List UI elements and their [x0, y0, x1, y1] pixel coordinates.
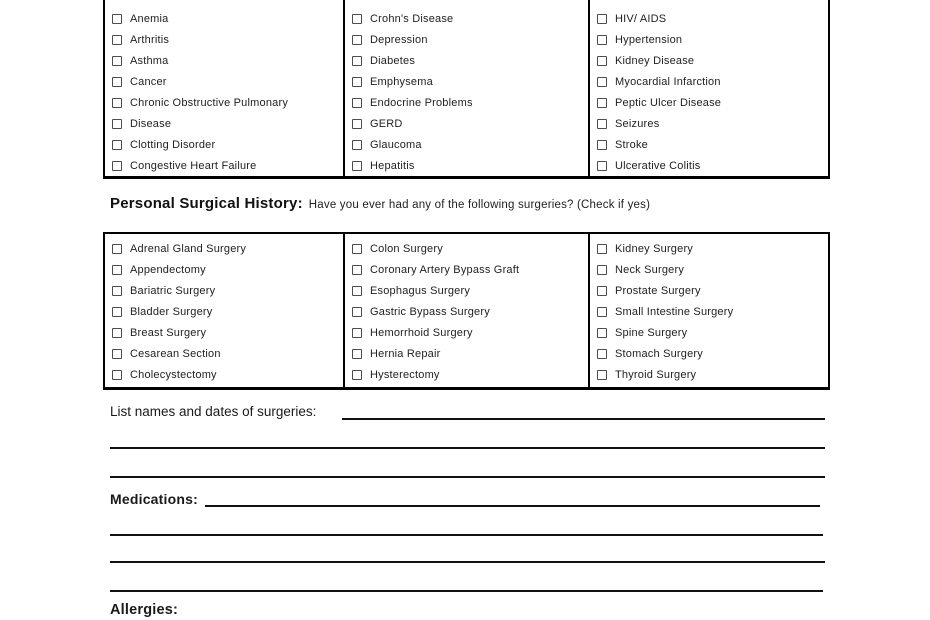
- checkbox-label: Stomach Surgery: [615, 347, 703, 360]
- checkbox[interactable]: [352, 98, 362, 108]
- checkbox-label: Gastric Bypass Surgery: [370, 305, 490, 318]
- surgical-history-column-2: [343, 234, 588, 387]
- checkbox[interactable]: [112, 265, 122, 275]
- checkbox-row: [590, 322, 828, 343]
- surgeries-input-line-2[interactable]: [110, 447, 825, 449]
- section-subtitle: Have you ever had any of the following surgeries? (Check if yes): [308, 199, 651, 211]
- checkbox-row: [105, 301, 343, 322]
- checkbox[interactable]: [597, 244, 607, 254]
- allergies-label: Allergies:: [110, 602, 179, 618]
- checkbox-label: Hysterectomy: [370, 368, 440, 381]
- checkbox-label: HIV/ AIDS: [615, 12, 667, 25]
- checkbox-row: [590, 343, 828, 364]
- checkbox[interactable]: [352, 77, 362, 87]
- checkbox-label: Kidney Disease: [615, 54, 695, 67]
- surgical-history-heading: [110, 195, 650, 213]
- checkbox[interactable]: [597, 161, 607, 171]
- checkbox-row: [345, 50, 588, 71]
- checkbox-row: [345, 364, 588, 385]
- checkbox[interactable]: [112, 119, 122, 129]
- checkbox[interactable]: [597, 140, 607, 150]
- checkbox[interactable]: [352, 161, 362, 171]
- checkbox[interactable]: [597, 286, 607, 296]
- checkbox-label: Peptic Ulcer Disease: [615, 96, 722, 109]
- checkbox-label: Appendectomy: [130, 263, 206, 276]
- surgeries-input-line-3[interactable]: [110, 476, 825, 478]
- checkbox-label: Hernia Repair: [370, 347, 441, 360]
- checkbox-row: [345, 71, 588, 92]
- checkbox-label: Seizures: [615, 117, 660, 130]
- checkbox-label: Colon Surgery: [370, 242, 443, 255]
- checkbox-row: [345, 8, 588, 29]
- checkbox[interactable]: [352, 14, 362, 24]
- medical-history-table: [103, 0, 830, 179]
- checkbox-label: Hepatitis: [370, 159, 415, 172]
- checkbox-row: [590, 155, 828, 176]
- checkbox-row: [590, 29, 828, 50]
- checkbox-label: Stroke: [615, 138, 648, 151]
- checkbox-row: [105, 71, 343, 92]
- checkbox-label: Cancer: [130, 75, 167, 88]
- checkbox-label: Chronic Obstructive Pulmonary: [130, 96, 289, 109]
- surgical-history-table: [103, 232, 830, 390]
- checkbox-label: Breast Surgery: [130, 326, 207, 339]
- checkbox[interactable]: [597, 14, 607, 24]
- section-title: Personal Surgical History:: [110, 195, 303, 212]
- checkbox-row: [590, 113, 828, 134]
- checkbox-label: Clotting Disorder: [130, 138, 216, 151]
- checkbox-row: [345, 92, 588, 113]
- checkbox-row: [345, 322, 588, 343]
- checkbox[interactable]: [112, 370, 122, 380]
- checkbox-label: Anemia: [130, 12, 169, 25]
- checkbox-label: Disease: [130, 117, 172, 130]
- checkbox-row: [590, 280, 828, 301]
- medications-input-line-2[interactable]: [110, 534, 823, 536]
- checkbox[interactable]: [112, 349, 122, 359]
- medications-input-line-3[interactable]: [110, 561, 825, 563]
- checkbox-label: Kidney Surgery: [615, 242, 694, 255]
- checkbox-label: Asthma: [130, 54, 169, 67]
- checkbox-label: Endocrine Problems: [370, 96, 473, 109]
- checkbox-label: Spine Surgery: [615, 326, 688, 339]
- checkbox-row: [590, 92, 828, 113]
- checkbox-label: Cholecystectomy: [130, 368, 217, 381]
- surgeries-list-label: List names and dates of surgeries:: [110, 404, 317, 419]
- checkbox-label: Diabetes: [370, 54, 416, 67]
- checkbox-row: [105, 238, 343, 259]
- checkbox-label: Esophagus Surgery: [370, 284, 471, 297]
- checkbox[interactable]: [112, 35, 122, 45]
- checkbox-row: [345, 343, 588, 364]
- checkbox[interactable]: [597, 307, 607, 317]
- medical-history-column-1: [105, 0, 343, 176]
- checkbox-row: [105, 134, 343, 155]
- checkbox-label: Prostate Surgery: [615, 284, 701, 297]
- checkbox[interactable]: [352, 119, 362, 129]
- checkbox-row: [590, 364, 828, 385]
- surgical-history-column-1: [105, 234, 343, 387]
- checkbox-label: Bladder Surgery: [130, 305, 213, 318]
- checkbox[interactable]: [597, 98, 607, 108]
- checkbox[interactable]: [112, 307, 122, 317]
- checkbox-row: [345, 259, 588, 280]
- checkbox-row: [590, 259, 828, 280]
- checkbox[interactable]: [597, 35, 607, 45]
- checkbox-label: Thyroid Surgery: [615, 368, 697, 381]
- checkbox[interactable]: [352, 35, 362, 45]
- checkbox[interactable]: [112, 286, 122, 296]
- checkbox-label: Adrenal Gland Surgery: [130, 242, 247, 255]
- checkbox[interactable]: [112, 244, 122, 254]
- checkbox-row: [105, 8, 343, 29]
- checkbox[interactable]: [112, 98, 122, 108]
- checkbox[interactable]: [352, 370, 362, 380]
- medical-history-column-3: [588, 0, 828, 176]
- medications-input-line-4[interactable]: [110, 590, 823, 592]
- checkbox[interactable]: [112, 77, 122, 87]
- checkbox-row: [345, 280, 588, 301]
- checkbox-row: [105, 280, 343, 301]
- surgical-history-column-3: [588, 234, 828, 387]
- checkbox[interactable]: [352, 265, 362, 275]
- checkbox[interactable]: [352, 56, 362, 66]
- checkbox-label: Coronary Artery Bypass Graft: [370, 263, 520, 276]
- checkbox-label: Hemorrhoid Surgery: [370, 326, 473, 339]
- checkbox[interactable]: [597, 328, 607, 338]
- checkbox-label: Small Intestine Surgery: [615, 305, 734, 318]
- checkbox-label: Myocardial Infarction: [615, 75, 721, 88]
- checkbox-row: [105, 29, 343, 50]
- checkbox-row: [590, 134, 828, 155]
- checkbox[interactable]: [597, 56, 607, 66]
- checkbox-label: Glaucoma: [370, 138, 422, 151]
- checkbox-label: Ulcerative Colitis: [615, 159, 701, 172]
- surgeries-input-line-1[interactable]: [342, 418, 825, 420]
- checkbox[interactable]: [352, 140, 362, 150]
- checkbox[interactable]: [112, 140, 122, 150]
- medications-input-line-1[interactable]: [205, 505, 820, 507]
- checkbox-row: [105, 322, 343, 343]
- checkbox-row: [590, 238, 828, 259]
- checkbox-row: [590, 50, 828, 71]
- checkbox-row: [105, 113, 343, 134]
- checkbox-label: Arthritis: [130, 33, 170, 46]
- medical-history-column-2: [343, 0, 588, 176]
- checkbox-row: [345, 238, 588, 259]
- checkbox-row: [590, 301, 828, 322]
- checkbox-label: Emphysema: [370, 75, 433, 88]
- checkbox-row: [105, 259, 343, 280]
- checkbox-label: GERD: [370, 117, 403, 130]
- checkbox-row: [590, 71, 828, 92]
- checkbox-row: [105, 50, 343, 71]
- checkbox[interactable]: [112, 328, 122, 338]
- medications-label: Medications:: [110, 491, 198, 507]
- checkbox[interactable]: [352, 349, 362, 359]
- checkbox-label: Bariatric Surgery: [130, 284, 216, 297]
- checkbox-row: [345, 155, 588, 176]
- checkbox-row: [345, 301, 588, 322]
- checkbox-label: Cesarean Section: [130, 347, 221, 360]
- checkbox[interactable]: [352, 328, 362, 338]
- checkbox-row: [590, 8, 828, 29]
- checkbox[interactable]: [352, 286, 362, 296]
- checkbox-row: [105, 92, 343, 113]
- checkbox-row: [345, 29, 588, 50]
- checkbox-row: [105, 343, 343, 364]
- checkbox[interactable]: [597, 349, 607, 359]
- checkbox[interactable]: [352, 244, 362, 254]
- checkbox-label: Depression: [370, 33, 428, 46]
- checkbox[interactable]: [597, 265, 607, 275]
- checkbox-label: Congestive Heart Failure: [130, 159, 257, 172]
- checkbox[interactable]: [112, 161, 122, 171]
- checkbox[interactable]: [112, 56, 122, 66]
- checkbox-label: Crohn's Disease: [370, 12, 454, 25]
- checkbox-row: [105, 155, 343, 176]
- checkbox[interactable]: [352, 307, 362, 317]
- checkbox-label: Neck Surgery: [615, 263, 685, 276]
- checkbox[interactable]: [112, 14, 122, 24]
- checkbox-row: [345, 134, 588, 155]
- checkbox[interactable]: [597, 119, 607, 129]
- checkbox-row: [105, 364, 343, 385]
- checkbox-label: Hypertension: [615, 33, 683, 46]
- checkbox[interactable]: [597, 370, 607, 380]
- checkbox[interactable]: [597, 77, 607, 87]
- checkbox-row: [345, 113, 588, 134]
